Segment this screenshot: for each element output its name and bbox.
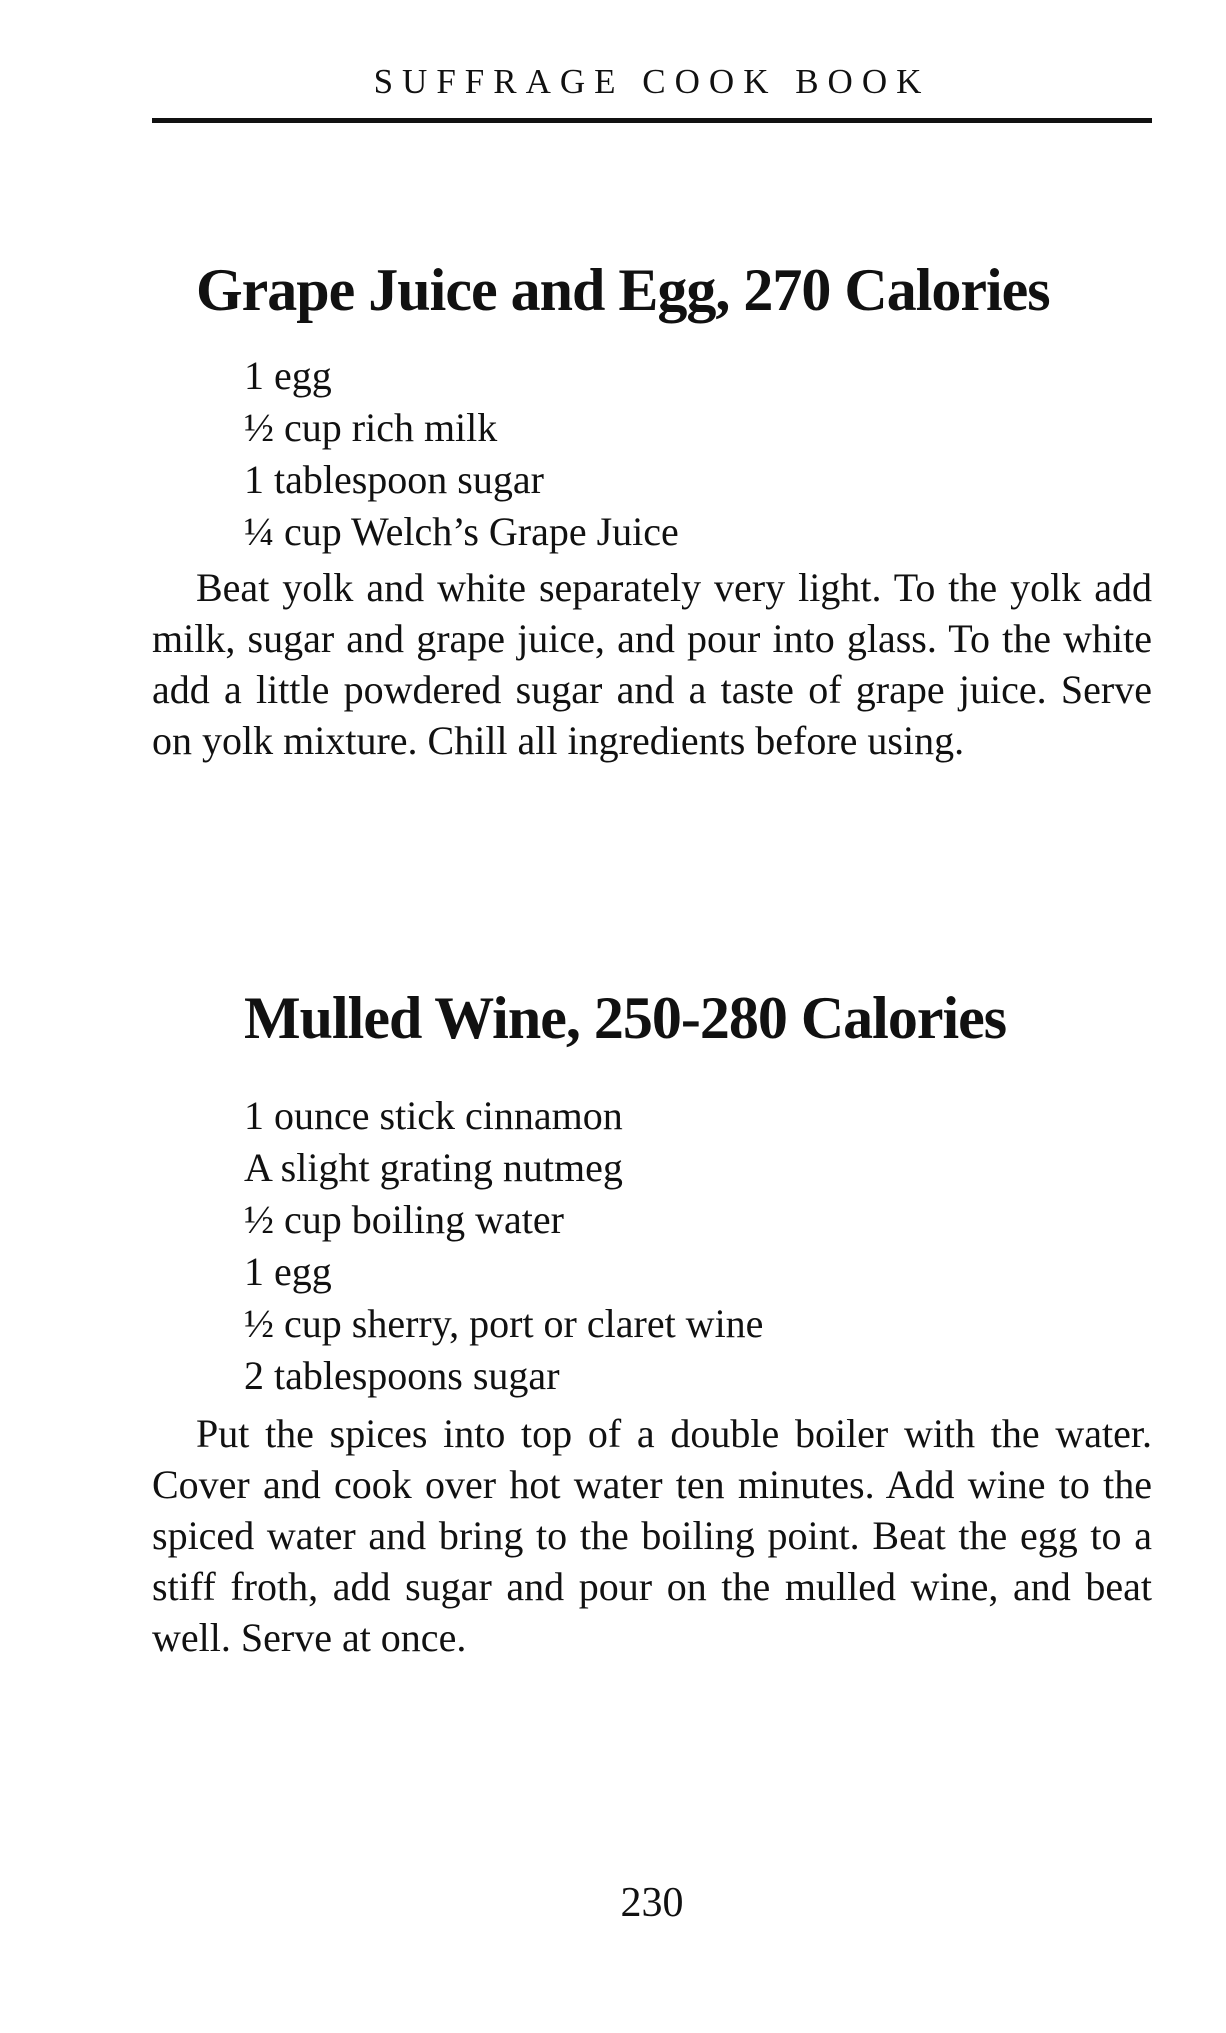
recipe-method-mulled-wine: Put the spices into top of a double boiler with the water. Cover and cook over hot water ten minutes. Add wine to the spiced water and bring to the boiling point. Beat the egg to a stiff froth, add sugar and pour on the mulled wine, and beat well. Serve at once. xyxy=(152,1411,1152,1660)
ingredient-item: 2 tablespoons sugar xyxy=(244,1353,560,1398)
header-rule xyxy=(152,118,1152,123)
ingredient-item: 1 tablespoon sugar xyxy=(244,457,544,502)
ingredient-list-grape-juice-and-egg xyxy=(244,350,679,558)
ingredient-item: ½ cup sherry, port or claret wine xyxy=(244,1301,764,1346)
ingredient-item: ½ cup rich milk xyxy=(244,405,498,450)
ingredient-item: 1 egg xyxy=(244,1249,332,1294)
ingredient-list-mulled-wine xyxy=(244,1090,763,1402)
recipe-title-mulled-wine: Mulled Wine, 250-280 Calories xyxy=(244,985,1007,1051)
ingredient-item: 1 ounce stick cinnamon xyxy=(244,1093,623,1138)
page-number: 230 xyxy=(620,1880,684,1926)
ingredient-item: ¼ cup Welch’s Grape Juice xyxy=(244,509,679,554)
ingredient-item: 1 egg xyxy=(244,353,332,398)
recipe-method-grape-juice-and-egg: Beat yolk and white separately very light. To the yolk add milk, sugar and grape juice, and pour into glass. To the white add a little powdered sugar and a taste of grape juice. Serve on yolk mixture. Chill all ingredients before using. xyxy=(152,565,1152,763)
running-head: SUFFRAGE COOK BOOK xyxy=(373,62,931,101)
ingredient-item: ½ cup boiling water xyxy=(244,1197,564,1242)
ingredient-item: A slight grating nutmeg xyxy=(244,1145,623,1190)
recipe-title-grape-juice-and-egg: Grape Juice and Egg, 270 Calories xyxy=(196,257,1050,323)
